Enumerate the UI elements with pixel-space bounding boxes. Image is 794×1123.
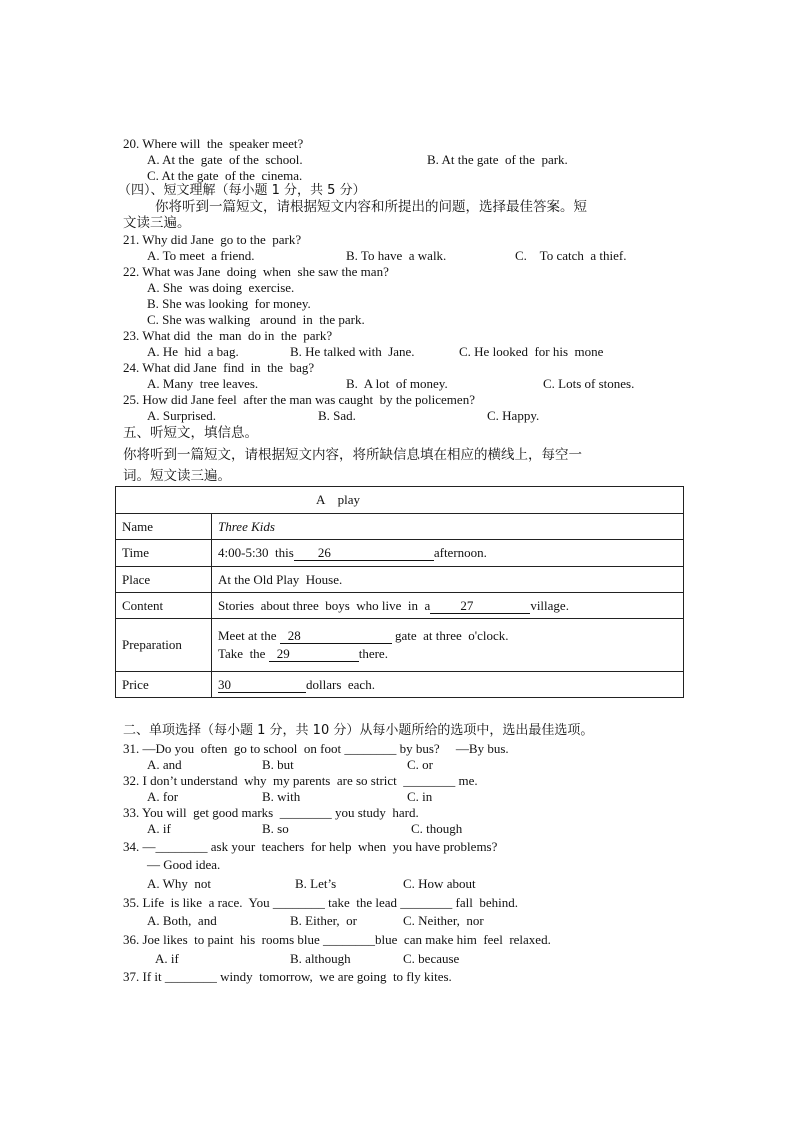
section4-instruction-2: 文读三遍。 (123, 215, 191, 231)
name-label: Name (116, 514, 212, 540)
q32-question: 32. I don’t understand why my parents are so strict ________ me. (123, 773, 478, 788)
q34-option-a: A. Why not (147, 876, 212, 891)
q33-question: 33. You will get good marks ________ you study hard. (123, 805, 419, 820)
q24-option-b: B. A lot of money. (346, 376, 448, 391)
q21-option-c: C. To catch a thief. (515, 248, 627, 263)
q23-question: 23. What did the man do in the park? (123, 328, 333, 343)
q21-option-b: B. To have a walk. (346, 248, 447, 263)
price-post: dollars each. (306, 676, 375, 692)
preparation-label: Preparation (116, 619, 212, 672)
section5-heading: 五、听短文，填信息。 (123, 425, 258, 441)
q24-option-c: C. Lots of stones. (543, 376, 635, 391)
blank-27[interactable]: 27 (430, 599, 530, 614)
q31-option-c: C. or (407, 757, 433, 772)
q25-question: 25. How did Jane feel after the man was caught by the policemen? (123, 392, 475, 407)
table-row-preparation (116, 619, 684, 672)
q32-option-a: A. for (147, 789, 179, 804)
q33-option-b: B. so (262, 821, 289, 836)
blank-29[interactable]: 29 (269, 647, 359, 662)
q25-option-c: C. Happy. (487, 408, 540, 423)
prep2-pre: Take the (218, 646, 269, 661)
q24-option-a: A. Many tree leaves. (147, 376, 259, 391)
prep1-post: gate at three o'clock. (391, 628, 509, 643)
q31-option-a: A. and (147, 757, 182, 772)
q24-question: 24. What did Jane find in the bag? (123, 360, 315, 375)
table-row-content (116, 593, 684, 619)
q34-question: 34. —________ ask your teachers for help when you have problems? (123, 839, 498, 854)
price-label: Price (116, 672, 212, 698)
q20-option-c: C. At the gate of the cinema. (147, 168, 303, 183)
q35-question: 35. Life is like a race. You ________ take the lead ________ fall behind. (123, 895, 518, 910)
q20-option-a: A. At the gate of the school. (147, 152, 303, 167)
content-pre: Stories about three boys who live in a (218, 597, 431, 613)
blank-30[interactable]: 30 (218, 678, 306, 693)
place-value: At the Old Play House. (212, 567, 684, 593)
q22-option-b: B. She was looking for money. (147, 296, 311, 311)
q34-option-c: C. How about (403, 876, 476, 891)
q36-option-b: B. although (290, 951, 351, 966)
section5-instruction-2: 词。短文读三遍。 (123, 468, 231, 484)
content-post: village. (530, 597, 569, 613)
table-title-row (116, 487, 684, 514)
q33-option-c: C. though (411, 821, 463, 836)
q22-option-c: C. She was walking around in the park. (147, 312, 365, 327)
q20-question: 20. Where will the speaker meet? (123, 136, 304, 151)
q32-option-b: B. with (262, 789, 301, 804)
content-label: Content (116, 593, 212, 619)
section2-heading: 二、单项选择（每小题 1 分，共 10 分）从每小题所给的选项中，选出最佳选项。 (123, 723, 594, 738)
time-label: Time (116, 540, 212, 567)
time-value (212, 540, 684, 567)
q35-option-a: A. Both, and (147, 913, 217, 928)
preparation-value (212, 619, 684, 672)
q23-option-b: B. He talked with Jane. (290, 344, 415, 359)
q23-option-a: A. He hid a bag. (147, 344, 239, 359)
play-title: Three Kids (218, 518, 275, 534)
q25-option-a: A. Surprised. (147, 408, 216, 423)
section4-instruction-1: 你将听到一篇短文，请根据短文内容和所提出的问题，选择最佳答案。短 (155, 199, 587, 215)
q25-option-b: B. Sad. (318, 408, 356, 423)
q32-option-c: C. in (407, 789, 433, 804)
q36-question: 36. Joe likes to paint his rooms blue ________blue can make him feel relaxed. (123, 932, 551, 947)
q22-question: 22. What was Jane doing when she saw the man? (123, 264, 389, 279)
place-label: Place (116, 567, 212, 593)
table-row-name (116, 514, 684, 540)
section5-instruction-1: 你将听到一篇短文，请根据短文内容，将所缺信息填在相应的横线上，每空一 (123, 447, 582, 463)
q20-option-b: B. At the gate of the park. (427, 152, 568, 167)
q35-option-c: C. Neither, nor (403, 913, 484, 928)
time-post: afternoon. (433, 545, 487, 560)
q31-option-b: B. but (262, 757, 294, 772)
preparation-line-1 (218, 627, 677, 645)
section4-heading: （四）、短文理解（每小题 1 分，共 5 分） (118, 183, 366, 198)
table-row-time (116, 540, 684, 567)
preparation-line-2 (218, 645, 677, 663)
table-row-price (116, 672, 684, 698)
blank-26[interactable]: 26 (294, 546, 434, 561)
content-value (212, 593, 684, 619)
time-pre: 4:00-5:30 this (218, 545, 294, 560)
q23-option-c: C. He looked for his mone (459, 344, 604, 359)
q37-question: 37. If it ________ windy tomorrow, we are going to fly kites. (123, 969, 452, 984)
q35-option-b: B. Either, or (290, 913, 357, 928)
q31-question: 31. —Do you often go to school on foot ________ by bus? —By bus. (123, 741, 509, 756)
q22-option-a: A. She was doing exercise. (147, 280, 295, 295)
q33-option-a: A. if (147, 821, 171, 836)
name-value (212, 514, 684, 540)
q36-option-a: A. if (155, 951, 179, 966)
prep2-post: there. (358, 646, 388, 661)
q21-question: 21. Why did Jane go to the park? (123, 232, 302, 247)
q21-option-a: A. To meet a friend. (147, 248, 255, 263)
blank-28[interactable]: 28 (280, 629, 392, 644)
q36-option-c: C. because (403, 951, 460, 966)
q34-option-b: B. Let’s (295, 876, 337, 891)
q34-reply: — Good idea. (147, 857, 221, 872)
play-info-table (115, 486, 684, 698)
table-row-place (116, 567, 684, 593)
table-title: A play (116, 487, 684, 514)
prep1-pre: Meet at the (218, 628, 280, 643)
price-value (212, 672, 684, 698)
